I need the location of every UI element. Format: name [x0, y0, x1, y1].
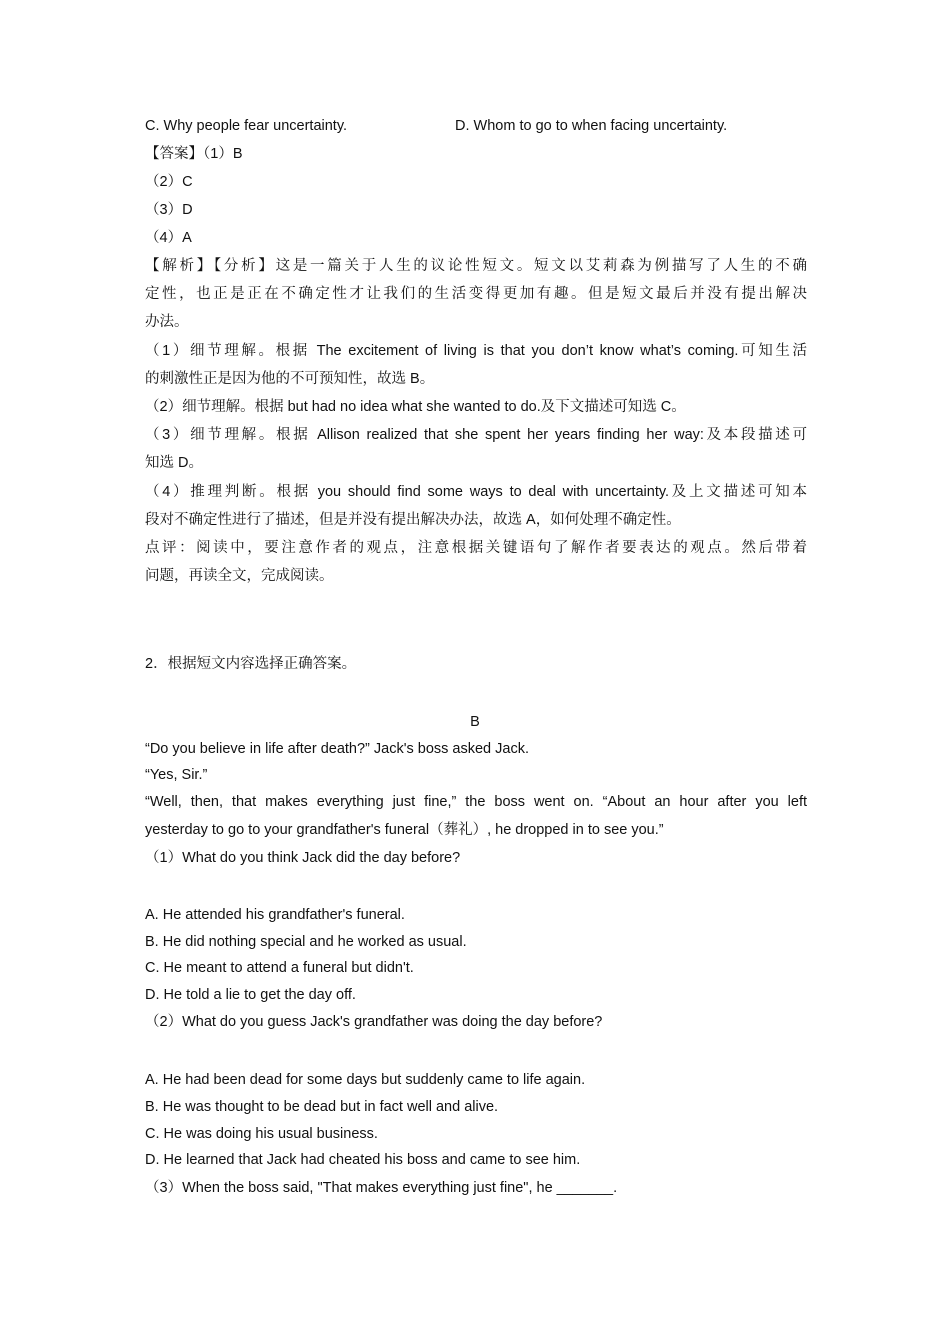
question-heading: 2．根据短文内容选择正确答案。 — [145, 656, 357, 672]
passage-text: “Yes, Sir.” — [145, 767, 208, 783]
explanation-q1: （1）细节理解。根据 The excitement of living is that you don’t know what’s coming.可知生活 — [145, 343, 807, 359]
explanation-q4: （4）推理判断。根据 you should find some ways to deal with uncertainty.及上文描述可知本 — [145, 484, 807, 500]
choice-a: A. He had been dead for some days but suddenly came to life again. — [145, 1072, 586, 1088]
answer-line: 【答案】（1）B — [145, 146, 243, 162]
answer-line: （2）C — [145, 174, 193, 190]
question-1: （1）What do you think Jack did the day before? — [145, 850, 461, 866]
passage-text: “Well, then, that makes everything just fine,” the boss went on. “About an hour after you left — [145, 794, 807, 810]
passage-label: B — [470, 714, 480, 730]
analysis-text: 【解析】【分析】这是一篇关于人生的议论性短文。短文以艾莉森为例描写了人生的不确 — [145, 258, 807, 274]
answer-line: （4）A — [145, 230, 192, 246]
choice-c: C. He meant to attend a funeral but didn't. — [145, 960, 414, 976]
explanation-q2: （2）细节理解。根据 but had no idea what she wanted to do.及下文描述可知选 C。 — [145, 399, 686, 415]
comment-text: 点评：阅读中，要注意作者的观点，注意根据关键语句了解作者要表达的观点。然后带着 — [145, 540, 807, 556]
choice-b: B. He did nothing special and he worked as usual. — [145, 934, 467, 950]
explanation-q4: 段对不确定性进行了描述，但是并没有提出解决办法，故选 A，如何处理不确定性。 — [145, 512, 681, 528]
explanation-q3: 知选 D。 — [145, 455, 203, 471]
explanation-q1: 的刺激性正是因为他的不可预知性，故选 B。 — [145, 371, 435, 387]
question-2: （2）What do you guess Jack's grandfather was doing the day before? — [145, 1014, 603, 1030]
choice-d: D. He told a lie to get the day off. — [145, 987, 356, 1003]
passage-text: yesterday to go to your grandfather's funeral（葬礼）, he dropped in to see you.” — [145, 822, 664, 838]
answer-line: （3）D — [145, 202, 193, 218]
comment-text: 问题，再读全文，完成阅读。 — [145, 568, 334, 584]
passage-text: “Do you believe in life after death?” Jack's boss asked Jack. — [145, 741, 529, 757]
explanation-q3: （3）细节理解。根据 Allison realized that she spent her years finding her way:及本段描述可 — [145, 427, 807, 443]
option-d: D. Whom to go to when facing uncertainty. — [455, 118, 728, 134]
analysis-text: 办法。 — [145, 314, 189, 330]
option-c: C. Why people fear uncertainty. — [145, 118, 348, 134]
analysis-text: 定性，也正是正在不确定性才让我们的生活变得更加有趣。但是短文最后并没有提出解决 — [145, 286, 807, 302]
choice-c: C. He was doing his usual business. — [145, 1126, 378, 1142]
choice-b: B. He was thought to be dead but in fact well and alive. — [145, 1099, 499, 1115]
choice-d: D. He learned that Jack had cheated his boss and came to see him. — [145, 1152, 581, 1168]
question-3: （3）When the boss said, "That makes everything just fine", he _______. — [145, 1180, 618, 1196]
choice-a: A. He attended his grandfather's funeral. — [145, 907, 405, 923]
